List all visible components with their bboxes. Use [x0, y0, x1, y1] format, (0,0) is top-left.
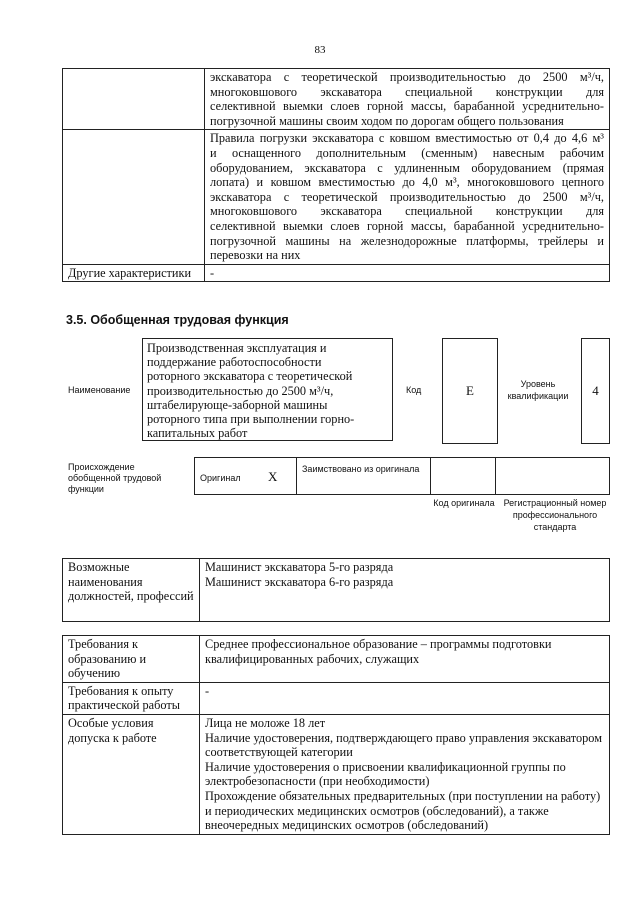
original-mark: X — [268, 469, 278, 484]
table-cell-row2 — [205, 130, 610, 264]
code-label: Код — [406, 385, 422, 395]
text-line: поддержание работоспособности — [147, 355, 322, 370]
text-line: погрузочной машины на железнодорожные платформы, трейлеры и — [210, 233, 604, 248]
code-original-label: Код оригинала — [433, 498, 495, 508]
text-line: и оснащенного дополнительным (сменным) навесным рабочим — [210, 145, 604, 160]
position-item: Машинист экскаватора 6-го разряда — [205, 574, 394, 589]
table-cell-row1 — [205, 69, 610, 130]
name-label: Наименование — [68, 385, 131, 395]
text-line: капитальных работ — [147, 426, 248, 441]
qualification-continuation-table — [62, 68, 610, 282]
function-name-box — [142, 338, 393, 441]
experience-value: - — [200, 682, 610, 714]
text-line: производительностью до 2500 м³/ч, — [147, 383, 334, 398]
text-line: экскаватора с теоретической производительностью до 2500 м³/ч, — [210, 70, 604, 84]
text-line: роторного типа при выполнении горно- — [147, 412, 355, 427]
position-item: Машинист экскаватора 5-го разряда — [205, 560, 394, 574]
text-line: погрузочной машины своим ходом по дорогам общего пользования — [210, 113, 564, 128]
code-value: E — [442, 338, 498, 444]
text-line: экскаватора с теоретической производительностью до 2500 м³/ч, — [210, 189, 604, 204]
table-cell-empty — [63, 69, 205, 130]
condition-item: Наличие удостоверения, подтверждающего право управления экскаватором соответствующей категории — [205, 730, 602, 760]
condition-item: Прохождение обязательных предварительных (при поступлении на работу) и периодических медицинских осмотров (обследований), а также внеочередных медицинских осмотров (обследований) — [205, 788, 601, 833]
original-label: Оригинал — [200, 473, 241, 483]
table-row — [63, 130, 610, 264]
text-line: роторного экскаватора с теоретической — [147, 369, 353, 384]
text-line: многоковшового экскаватора специальной конструкции для — [210, 84, 604, 99]
positions-values — [200, 559, 610, 622]
level-value: 4 — [581, 338, 610, 444]
table-row — [63, 714, 610, 834]
experience-label: Требования к опыту практической работы — [63, 682, 200, 714]
other-characteristics-value: - — [205, 264, 610, 282]
page-number: 83 — [314, 44, 326, 56]
requirements-table — [62, 635, 610, 835]
table-row — [63, 559, 610, 622]
text-line: селективной выемки слоев горной массы, барабанной усреднительно- — [210, 99, 604, 114]
text-line: оборудованием, экскаватора с удлиненным оборудованием (прямая — [210, 160, 604, 175]
positions-label: Возможные наименования должностей, профессий — [63, 559, 200, 622]
text-line: перевозки на них — [210, 248, 301, 263]
origin-cell-code — [430, 458, 496, 494]
table-cell-empty — [63, 130, 205, 264]
text-line: штабелирующе-заборной машины — [147, 397, 328, 412]
conditions-values — [200, 714, 610, 834]
reg-number-label: Регистрационный номер профессионального стандарта — [503, 498, 607, 532]
text-line: Правила погрузки экскаватора с ковшом вместимостью от 0,4 до 4,6 м³ — [210, 131, 604, 146]
table-row — [63, 69, 610, 130]
other-characteristics-label: Другие характеристики — [63, 264, 205, 282]
table-row — [63, 264, 610, 282]
table-row — [63, 682, 610, 714]
education-value: Среднее профессиональное образование – программы подготовки квалифицированных рабочих, служащих — [200, 636, 610, 683]
condition-item: Лица не моложе 18 лет — [205, 715, 326, 730]
level-label: Уровень квалификации — [507, 379, 569, 401]
text-line: многоковшового экскаватора специальной конструкции для — [210, 204, 604, 219]
positions-table — [62, 558, 610, 622]
borrowed-label: Заимствовано из оригинала — [302, 464, 420, 474]
origin-label: Происхождение обобщенной трудовой функции — [68, 462, 162, 494]
table-row — [63, 636, 610, 683]
conditions-label: Особые условия допуска к работе — [63, 714, 200, 834]
condition-item: Наличие удостоверения о присвоении квалификационной группы по электробезопасности (при необходимости) — [205, 759, 566, 789]
text-line: лопата) и ковшом вместимостью до 4,0 м³, многоковшового цепного — [210, 175, 604, 190]
text-line: Производственная эксплуатация и — [147, 341, 327, 355]
section-title: 3.5. Обобщенная трудовая функция — [66, 313, 289, 327]
text-line: селективной выемки слоев горной массы, барабанной усреднительно- — [210, 218, 604, 233]
education-label: Требования к образованию и обучению — [63, 636, 200, 683]
